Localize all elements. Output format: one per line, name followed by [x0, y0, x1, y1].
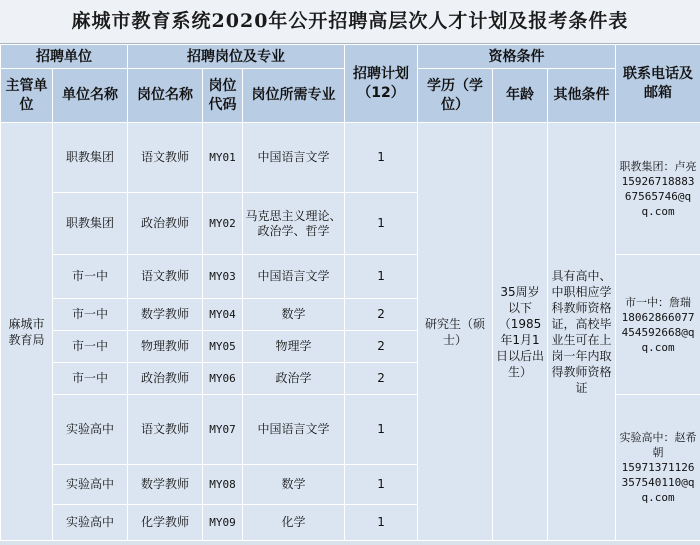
contact-label: 市一中：詹瑞: [625, 295, 692, 309]
major-cell: 中国语言文学: [243, 255, 345, 299]
major-cell: 马克思主义理论、政治学、哲学: [243, 193, 345, 255]
header-plan: [345, 45, 418, 123]
contact-label: 职教集团：卢亮: [619, 159, 697, 173]
header-age: 年龄: [493, 69, 548, 123]
major-cell: 政治学: [243, 363, 345, 395]
contact-phone: 15971371126: [621, 461, 695, 474]
header-unit-name: 单位名称: [53, 69, 128, 123]
count-cell: 2: [345, 299, 418, 331]
contact-cell-3: [616, 395, 700, 541]
header-group-qual: 资格条件: [418, 45, 616, 69]
count-cell: 1: [345, 465, 418, 505]
unit-cell: 职教集团: [53, 123, 128, 193]
header-post-code: 岗位代码: [203, 69, 243, 123]
contact-email: 357540110@qq.com: [621, 476, 695, 504]
major-cell: 中国语言文学: [243, 123, 345, 193]
supervisor-cell: 麻城市教育局: [1, 123, 53, 541]
unit-cell: 市一中: [53, 331, 128, 363]
header-group-post: 招聘岗位及专业: [128, 45, 345, 69]
code-cell: MY06: [203, 363, 243, 395]
unit-cell: 市一中: [53, 255, 128, 299]
code-cell: MY09: [203, 505, 243, 541]
header-other: 其他条件: [548, 69, 616, 123]
count-cell: 1: [345, 395, 418, 465]
education-cell: 研究生（硕士）: [418, 123, 493, 541]
code-cell: MY01: [203, 123, 243, 193]
unit-cell: 职教集团: [53, 193, 128, 255]
header-plan-label: 招聘计划: [353, 65, 410, 82]
recruitment-table: [0, 44, 700, 541]
major-cell: 数学: [243, 465, 345, 505]
post-cell: 语文教师: [128, 123, 203, 193]
post-cell: 化学教师: [128, 505, 203, 541]
post-cell: 语文教师: [128, 255, 203, 299]
code-cell: MY02: [203, 193, 243, 255]
major-cell: 化学: [243, 505, 345, 541]
unit-cell: 实验高中: [53, 465, 128, 505]
header-supervisor: 主管单位: [1, 69, 53, 123]
post-cell: 语文教师: [128, 395, 203, 465]
contact-phone: 15926718883: [621, 174, 695, 188]
contact-cell-2: [616, 255, 700, 395]
count-cell: 1: [345, 123, 418, 193]
contact-phone: 18062866077: [621, 310, 695, 324]
code-cell: MY03: [203, 255, 243, 299]
code-cell: MY05: [203, 331, 243, 363]
header-contact: 联系电话及邮箱: [616, 45, 700, 123]
unit-cell: 实验高中: [53, 395, 128, 465]
post-cell: 物理教师: [128, 331, 203, 363]
header-plan-total: （12）: [357, 84, 405, 101]
count-cell: 1: [345, 505, 418, 541]
count-cell: 1: [345, 193, 418, 255]
post-cell: 政治教师: [128, 363, 203, 395]
major-cell: 物理学: [243, 331, 345, 363]
major-cell: 中国语言文学: [243, 395, 345, 465]
contact-email: 454592668@qq.com: [621, 325, 695, 354]
page-title: 麻城市教育系统2020年公开招聘高层次人才计划及报考条件表: [0, 0, 700, 44]
count-cell: 1: [345, 255, 418, 299]
code-cell: MY04: [203, 299, 243, 331]
post-cell: 政治教师: [128, 193, 203, 255]
post-cell: 数学教师: [128, 465, 203, 505]
contact-email: 67565746@qq.com: [624, 189, 692, 218]
unit-cell: 实验高中: [53, 505, 128, 541]
post-cell: 数学教师: [128, 299, 203, 331]
major-cell: 数学: [243, 299, 345, 331]
contact-cell-1: [616, 123, 700, 255]
age-cell: 35周岁以下（1985年1月1日以后出生）: [493, 123, 548, 541]
unit-cell: 市一中: [53, 363, 128, 395]
code-cell: MY07: [203, 395, 243, 465]
other-cell: 具有高中、中职相应学科教师资格证，高校毕业生可在上岗一年内取得教师资格证: [548, 123, 616, 541]
code-cell: MY08: [203, 465, 243, 505]
count-cell: 2: [345, 363, 418, 395]
header-education: 学历（学位）: [418, 69, 493, 123]
unit-cell: 市一中: [53, 299, 128, 331]
header-group-unit: 招聘单位: [1, 45, 128, 69]
table-row: [1, 123, 700, 193]
contact-label: 实验高中：赵希朝: [619, 431, 697, 459]
header-post-name: 岗位名称: [128, 69, 203, 123]
header-major: 岗位所需专业: [243, 69, 345, 123]
count-cell: 2: [345, 331, 418, 363]
